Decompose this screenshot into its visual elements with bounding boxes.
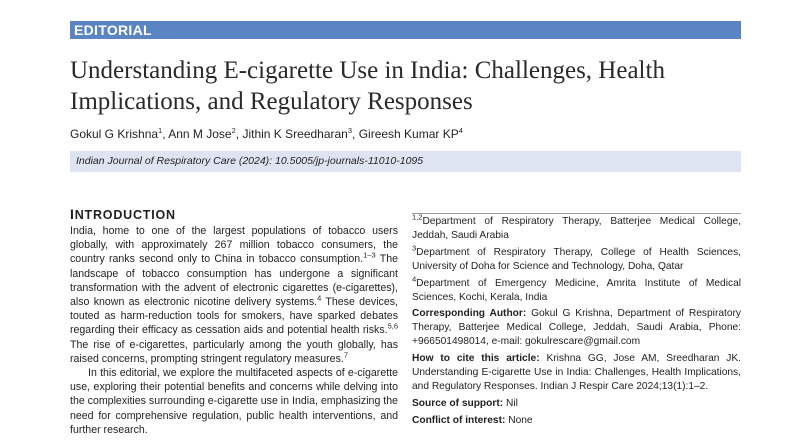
- sentence: The rise of e-cigarettes, particularly among the youth globally, has raised concerns, prompting stringent regulatory measures.: [70, 338, 398, 365]
- corresponding-text: Gokul G Krishna, Department of Respiratory Therapy, Batterjee Medical College, Jeddah, Saudi Arabia, Phone: +966501498014, e-mail: gokulrescare@gmail.com: [412, 308, 741, 348]
- conflict-of-interest: [412, 414, 741, 428]
- author-name: Ann M Jose: [168, 127, 232, 141]
- source-of-support: [412, 397, 741, 411]
- affiliation: [412, 243, 741, 274]
- affiliation-marker: 3: [412, 243, 417, 253]
- corresponding-author: [412, 307, 741, 349]
- support-text: Nil: [503, 397, 518, 409]
- sentence: The landscape of tobacco consumption has undergone a significant transformation with the advent of electronic cigarettes (e-cigarettes), also known as electronic nicotine delivery systems.: [70, 253, 398, 309]
- section-heading-introduction: [70, 206, 176, 222]
- affiliation-text: Department of Emergency Medicine, Amrita Institute of Medical Sciences, Kochi, Kerala, India: [412, 277, 741, 303]
- sentence: India, home to one of the largest populations of tobacco users globally, with approximately 267 million tobacco consumers, the country ranks second only to China in tobacco consumption.: [70, 225, 398, 266]
- affiliation-marker: 4: [412, 274, 417, 284]
- how-to-cite-label: How to cite this article:: [412, 353, 540, 365]
- author-affiliation-ref: 4: [458, 126, 463, 135]
- corresponding-label: Corresponding Author:: [412, 308, 527, 320]
- affiliation-text: Department of Respiratory Therapy, Batterjee Medical College, Jeddah, Saudi Arabia: [412, 216, 741, 241]
- how-to-cite: [412, 352, 741, 394]
- reference-marker: 4: [317, 293, 322, 303]
- affiliation-text: Department of Respiratory Therapy, College of Health Sciences, University of Doha for Science and Technology, Doha, Qatar: [412, 246, 741, 272]
- paragraph: [70, 224, 398, 366]
- author-affiliation-ref: 3: [347, 126, 353, 135]
- conflict-label: Conflict of interest:: [412, 414, 506, 426]
- sentence: These devices, touted as harm-reduction tools for smokers, have sparked debates regarding their efficacy as cessation aids and potential health risks.: [70, 296, 398, 337]
- heading-rest: NTRODUCTION: [74, 208, 176, 222]
- paragraph: In this editorial, we explore the multifaceted aspects of e-cigarette use, exploring their potential benefits and concerns while delving into the complexities surrounding e-cigarette use in India, emphasizing the need for comprehensive regulation, public health interventions, and further research.: [70, 367, 399, 436]
- section-label: EDITORIAL: [70, 21, 741, 39]
- article-footnotes: [412, 213, 741, 431]
- reference-marker: 7: [343, 350, 348, 360]
- author-list: Gokul G Krishna$^1$, Ann M Jose$^2$, Jithin K Sreedharan$^3$, Gireesh Kumar $KP^4$: [70, 126, 463, 141]
- affiliation: [412, 274, 741, 305]
- author-name: Gireesh Kumar KP: [358, 127, 459, 141]
- article-title: Understanding E-cigarette Use in India: Challenges, Health Implications, and Regulatory Responses: [70, 57, 665, 115]
- affiliation-marker: 1,2: [412, 212, 423, 222]
- affiliation: [412, 212, 741, 243]
- conflict-text: None: [505, 414, 533, 426]
- introduction-body: [70, 224, 398, 437]
- reference-marker: 5,6: [387, 321, 398, 331]
- reference-marker: 1–3: [363, 250, 376, 260]
- support-label: Source of support:: [412, 397, 504, 409]
- heading-initial: I: [70, 206, 75, 222]
- author-name: Gokul G Krishna: [70, 127, 159, 141]
- author-name: Jithin K Sreedharan: [242, 127, 348, 141]
- journal-citation-bar: Indian Journal of Respiratory Care (2024): 10.5005/jp-journals-11010-1095: [70, 151, 741, 172]
- author-affiliation-ref: 2: [231, 126, 236, 135]
- how-to-cite-text: Krishna GG, Jose AM, Sreedharan JK. Understanding E-cigarette Use in India: Challenges, Health Implications, and Regulatory Responses. Indian J Respir Care 2024;13(1):1–2.: [412, 353, 742, 392]
- footnote-divider: [412, 213, 741, 214]
- author-affiliation-ref: 1: [158, 126, 163, 135]
